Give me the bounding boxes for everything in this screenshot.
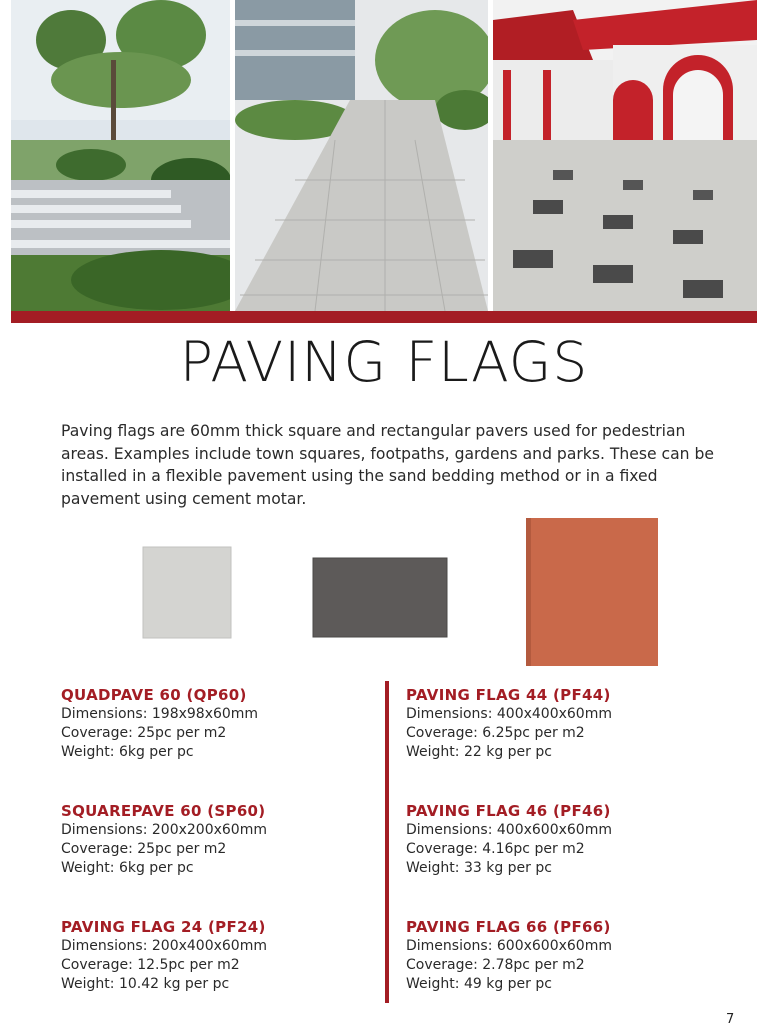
product-dimensions: Dimensions: 600x600x60mm — [406, 938, 612, 954]
product-pf44 — [406, 685, 706, 762]
product-pf24 — [61, 917, 361, 994]
product-weight: Weight: 10.42 kg per pc — [61, 976, 230, 992]
charcoal-paver-image — [310, 555, 450, 640]
product-weight: Weight: 22 kg per pc — [406, 744, 552, 760]
product-coverage: Coverage: 12.5pc per m2 — [61, 957, 240, 973]
column-divider — [385, 681, 389, 1003]
page-number: 7 — [726, 1012, 735, 1027]
product-weight: Weight: 49 kg per pc — [406, 976, 552, 992]
product-coverage: Coverage: 25pc per m2 — [61, 725, 227, 741]
product-dimensions: Dimensions: 198x98x60mm — [61, 706, 259, 722]
product-weight: Weight: 6kg per pc — [61, 744, 194, 760]
temple-plaza-photo — [493, 0, 757, 311]
product-coverage: Coverage: 2.78pc per m2 — [406, 957, 585, 973]
product-weight: Weight: 33 kg per pc — [406, 860, 552, 876]
product-name: PAVING FLAG 46 (PF46) — [406, 802, 611, 820]
product-name: QUADPAVE 60 (QP60) — [61, 686, 247, 704]
product-weight: Weight: 6kg per pc — [61, 860, 194, 876]
product-dimensions: Dimensions: 400x400x60mm — [406, 706, 612, 722]
product-pf46 — [406, 801, 706, 878]
intro-paragraph: Paving flags are 60mm thick square and rectangular pavers used for pedestrian areas. Examples include town squares, footpaths, gardens and parks. These can be installed in a flexible pavement using the sand bedding method or in a fixed pavement using cement motar. — [61, 422, 714, 508]
product-name: PAVING FLAG 24 (PF24) — [61, 918, 266, 936]
product-dimensions: Dimensions: 400x600x60mm — [406, 822, 612, 838]
walkway-paving-photo — [235, 0, 488, 311]
product-pf66 — [406, 917, 706, 994]
product-name: PAVING FLAG 44 (PF44) — [406, 686, 611, 704]
page-title: PAVING FLAGS — [179, 330, 589, 394]
garden-paving-photo — [11, 0, 230, 311]
product-name: SQUAREPAVE 60 (SP60) — [61, 802, 266, 820]
product-dimensions: Dimensions: 200x200x60mm — [61, 822, 267, 838]
product-sp60 — [61, 801, 361, 878]
grey-paver-image — [141, 545, 233, 640]
product-qp60 — [61, 685, 361, 762]
product-dimensions: Dimensions: 200x400x60mm — [61, 938, 267, 954]
product-name: PAVING FLAG 66 (PF66) — [406, 918, 611, 936]
product-coverage: Coverage: 4.16pc per m2 — [406, 841, 585, 857]
photo-strip — [11, 0, 757, 311]
red-paver-image — [522, 516, 660, 668]
accent-band — [11, 311, 757, 323]
product-coverage: Coverage: 6.25pc per m2 — [406, 725, 585, 741]
product-coverage: Coverage: 25pc per m2 — [61, 841, 227, 857]
